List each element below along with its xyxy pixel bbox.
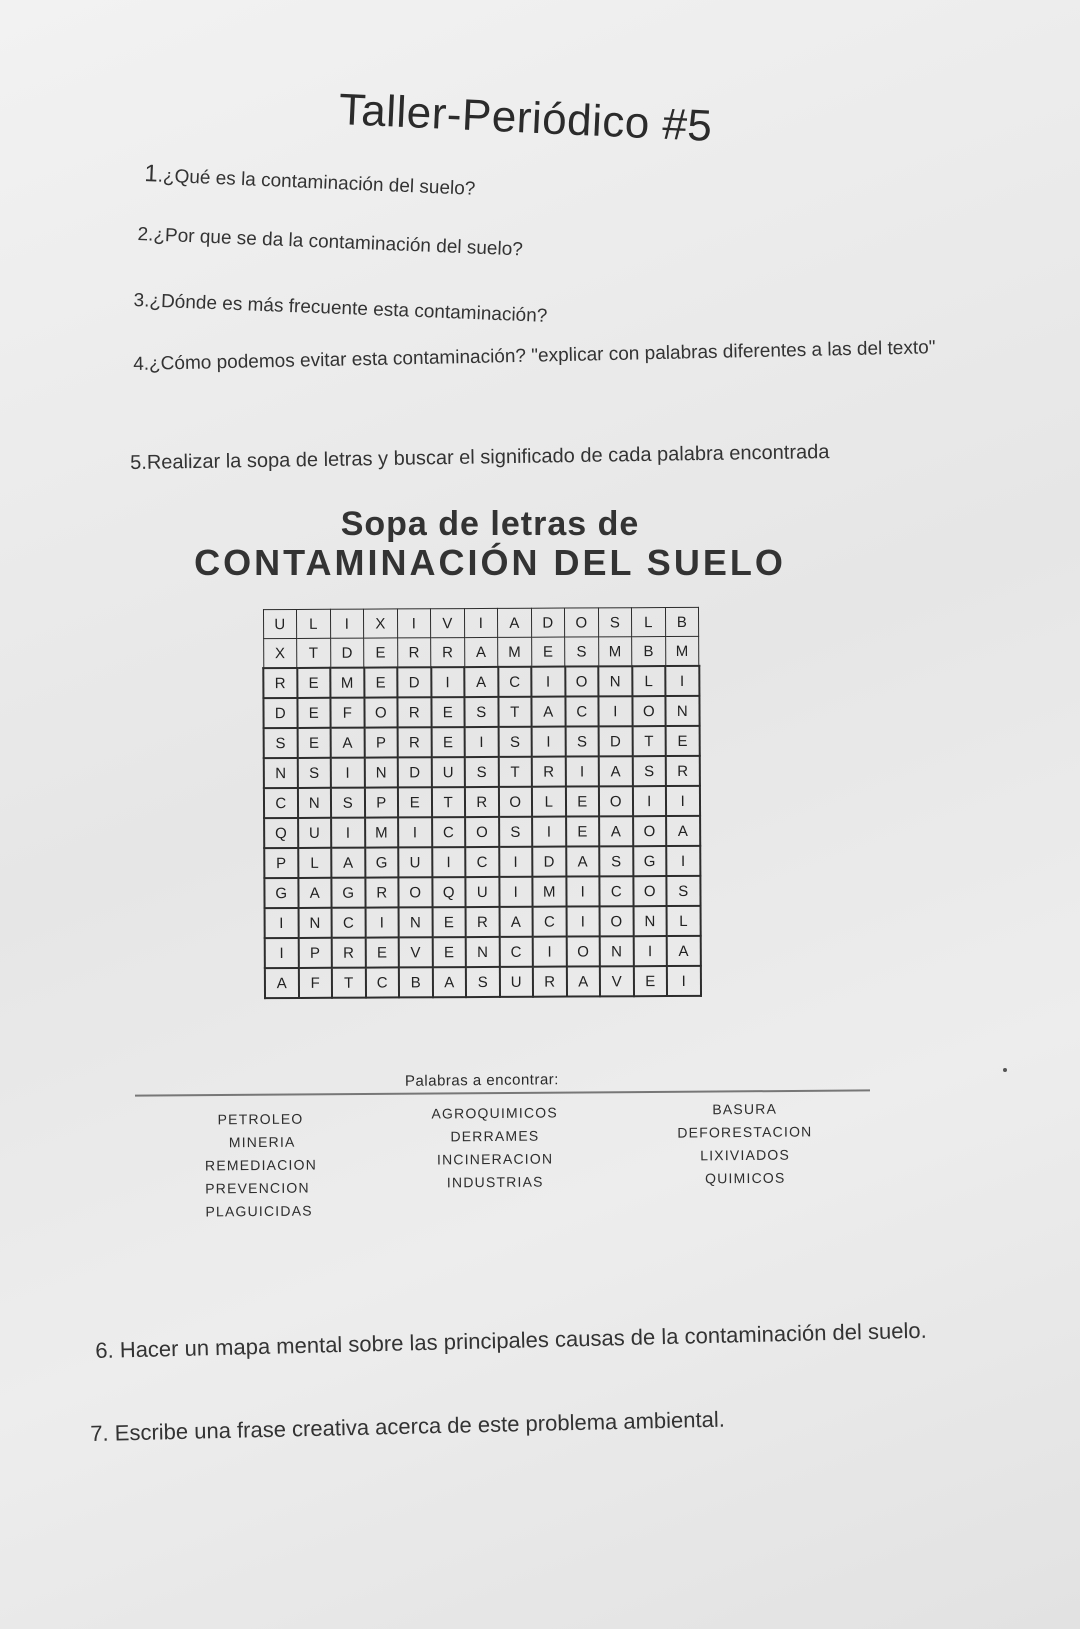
grid-cell: L — [298, 848, 332, 878]
grid-cell: V — [430, 609, 464, 638]
grid-cell: E — [297, 668, 331, 698]
grid-cell: V — [600, 966, 634, 996]
grid-cell: C — [599, 876, 633, 906]
ink-dot — [1003, 1068, 1007, 1072]
grid-cell: A — [566, 846, 600, 876]
grid-cell: I — [330, 609, 364, 638]
grid-cell: O — [633, 816, 667, 846]
grid-row — [264, 876, 700, 908]
grid-cell: T — [297, 638, 331, 668]
grid-cell: U — [298, 818, 332, 848]
grid-cell: R — [431, 638, 465, 668]
grid-cell: X — [363, 609, 397, 638]
grid-cell: O — [564, 608, 598, 637]
grid-cell: L — [296, 609, 330, 638]
word-item: PREVENCION — [205, 1179, 310, 1197]
grid-cell: P — [364, 787, 398, 817]
grid-cell: A — [331, 848, 365, 878]
grid-cell: R — [533, 967, 567, 997]
grid-cell: D — [532, 847, 566, 877]
grid-cell: P — [298, 938, 332, 968]
grid-cell: N — [633, 906, 667, 936]
grid-cell: E — [565, 786, 599, 816]
question-4: 4.¿Cómo podemos evitar esta contaminación? "explicar con palabras diferentes a las del texto" — [133, 337, 936, 375]
grid-cell: S — [464, 697, 498, 727]
grid-cell: A — [666, 816, 700, 846]
words-heading: Palabras a encontrar: — [404, 1071, 560, 1090]
grid-row — [264, 756, 700, 788]
word-item: PLAGUICIDAS — [205, 1202, 313, 1220]
grid-cell: R — [465, 787, 499, 817]
grid-cell: U — [465, 877, 499, 907]
question-1-number: 1 — [143, 160, 159, 188]
grid-cell: E — [633, 966, 667, 996]
grid-row — [265, 936, 701, 968]
grid-cell: Q — [264, 818, 298, 848]
question-3: 3.¿Dónde es más frecuente esta contaminación? — [133, 290, 548, 327]
grid-row — [263, 696, 699, 728]
grid-row — [264, 846, 700, 878]
grid-cell: O — [565, 666, 599, 696]
grid-cell: E — [432, 937, 466, 967]
grid-cell: I — [598, 696, 632, 726]
grid-cell: M — [330, 668, 364, 698]
grid-cell: C — [499, 937, 533, 967]
word-item: INCINERACION — [436, 1150, 554, 1168]
grid-cell: I — [566, 876, 600, 906]
grid-cell: G — [365, 847, 399, 877]
grid-cell: O — [566, 936, 600, 966]
grid-cell: I — [465, 727, 499, 757]
grid-cell: I — [499, 847, 533, 877]
grid-cell: S — [565, 637, 599, 667]
grid-cell: I — [667, 966, 701, 996]
grid-cell: N — [298, 908, 332, 938]
grid-cell: T — [632, 726, 666, 756]
word-search-title-line-2: CONTAMINACIÓN DEL SUELO — [194, 542, 786, 583]
grid-cell: S — [465, 757, 499, 787]
grid-cell: A — [432, 967, 466, 997]
grid-cell: S — [599, 846, 633, 876]
grid-cell: I — [632, 786, 666, 816]
grid-row — [264, 786, 700, 818]
grid-cell: C — [533, 907, 567, 937]
grid-cell: O — [600, 906, 634, 936]
grid-cell: R — [397, 638, 431, 668]
grid-cell: N — [264, 758, 298, 788]
grid-cell: I — [633, 936, 667, 966]
grid-cell: N — [297, 788, 331, 818]
grid-cell: S — [264, 728, 298, 758]
grid-cell: O — [633, 876, 667, 906]
grid-row — [265, 966, 701, 998]
grid-cell: S — [297, 758, 331, 788]
grid-cell: A — [566, 966, 600, 996]
grid-cell: X — [263, 638, 297, 668]
grid-cell: O — [364, 697, 398, 727]
grid-cell: I — [531, 667, 565, 697]
grid-cell: N — [364, 757, 398, 787]
grid-cell: S — [632, 756, 666, 786]
word-list-column-2 — [430, 1101, 561, 1194]
grid-row — [263, 666, 699, 698]
word-list-column-1 — [205, 1108, 318, 1224]
grid-row — [264, 816, 700, 848]
grid-cell: C — [264, 788, 298, 818]
grid-cell: A — [599, 756, 633, 786]
grid-cell: E — [364, 667, 398, 697]
word-item: DERRAMES — [450, 1127, 540, 1145]
grid-cell: C — [498, 667, 532, 697]
grid-cell: E — [365, 937, 399, 967]
grid-cell: R — [365, 877, 399, 907]
grid-cell: A — [599, 816, 633, 846]
grid-row — [263, 636, 699, 668]
grid-cell: I — [397, 609, 431, 638]
question-5: 5.Realizar la sopa de letras y buscar el significado de cada palabra encontrada — [130, 441, 830, 474]
grid-cell: L — [532, 787, 566, 817]
word-item: PETROLEO — [217, 1110, 304, 1128]
grid-cell: R — [398, 727, 432, 757]
word-item: LIXIVIADOS — [700, 1146, 791, 1164]
grid-cell: S — [466, 967, 500, 997]
grid-cell: S — [598, 608, 632, 637]
grid-cell: R — [397, 697, 431, 727]
grid-cell: B — [399, 967, 433, 997]
grid-cell: L — [631, 608, 665, 637]
word-search-title-line-1: Sopa de letras de — [340, 505, 640, 543]
grid-cell: M — [665, 636, 699, 666]
grid-cell: M — [532, 877, 566, 907]
grid-cell: G — [331, 878, 365, 908]
grid-cell: U — [263, 609, 297, 638]
grid-cell: S — [499, 817, 533, 847]
grid-cell: D — [397, 667, 431, 697]
page-title: Taller-Periódico #5 — [337, 85, 714, 151]
grid-cell: R — [332, 938, 366, 968]
word-list-column-3 — [670, 1097, 821, 1190]
grid-cell: C — [332, 908, 366, 938]
grid-cell: T — [498, 697, 532, 727]
grid-cell: L — [667, 906, 701, 936]
grid-cell: I — [565, 756, 599, 786]
grid-cell: T — [498, 757, 532, 787]
grid-cell: M — [498, 637, 532, 667]
grid-cell: S — [565, 726, 599, 756]
grid-cell: P — [264, 848, 298, 878]
grid-cell: S — [498, 727, 532, 757]
word-search-grid — [262, 607, 702, 999]
grid-cell: L — [632, 666, 666, 696]
grid-cell: I — [431, 667, 465, 697]
grid-cell: E — [566, 816, 600, 846]
grid-cell: B — [665, 607, 699, 636]
grid-cell: O — [599, 786, 633, 816]
grid-cell: N — [466, 937, 500, 967]
grid-cell: I — [432, 847, 466, 877]
grid-cell: G — [633, 846, 667, 876]
grid-cell: F — [330, 698, 364, 728]
grid-cell: E — [431, 727, 465, 757]
grid-cell: R — [666, 756, 700, 786]
grid-cell: D — [531, 608, 565, 637]
grid-cell: A — [499, 907, 533, 937]
grid-cell: E — [398, 787, 432, 817]
grid-cell: U — [431, 757, 465, 787]
grid-cell: Q — [432, 877, 466, 907]
grid-cell: N — [399, 907, 433, 937]
grid-cell: R — [532, 757, 566, 787]
grid-cell: E — [364, 638, 398, 668]
grid-cell: D — [398, 757, 432, 787]
grid-row — [264, 726, 700, 758]
grid-cell: E — [666, 726, 700, 756]
grid-cell: I — [532, 727, 566, 757]
grid-cell: I — [566, 906, 600, 936]
grid-cell: N — [665, 696, 699, 726]
grid-row — [263, 607, 699, 638]
question-2: 2.¿Por que se da la contaminación del suelo? — [137, 224, 524, 261]
grid-cell: I — [666, 786, 700, 816]
grid-cell: C — [432, 817, 466, 847]
grid-cell: N — [600, 936, 634, 966]
grid-cell: I — [398, 817, 432, 847]
question-1 — [144, 160, 476, 202]
word-item: INDUSTRIAS — [446, 1173, 544, 1191]
question-6: 6. Hacer un mapa mental sobre las principales causas de la contaminación del suelo. — [95, 1317, 927, 1363]
grid-cell: A — [265, 968, 299, 998]
word-item: REMEDIACION — [204, 1156, 318, 1174]
grid-cell: F — [298, 968, 332, 998]
grid-cell: M — [365, 817, 399, 847]
grid-cell: I — [265, 908, 299, 938]
grid-cell: V — [399, 937, 433, 967]
grid-cell: O — [398, 877, 432, 907]
grid-cell: U — [499, 967, 533, 997]
grid-cell: C — [365, 967, 399, 997]
grid-cell: T — [332, 968, 366, 998]
word-item: BASURA — [712, 1100, 778, 1118]
grid-cell: A — [464, 637, 498, 667]
word-item: DEFORESTACION — [677, 1123, 813, 1141]
grid-cell: A — [531, 697, 565, 727]
grid-cell: M — [598, 637, 632, 667]
grid-cell: I — [331, 818, 365, 848]
grid-cell: A — [497, 608, 531, 637]
word-item: QUIMICOS — [705, 1169, 786, 1187]
grid-cell: I — [464, 608, 498, 637]
grid-cell: R — [466, 907, 500, 937]
word-item: AGROQUIMICOS — [431, 1104, 558, 1122]
grid-cell: E — [432, 907, 466, 937]
grid-cell: I — [331, 758, 365, 788]
grid-cell: I — [665, 666, 699, 696]
grid-cell: I — [365, 907, 399, 937]
grid-cell: I — [533, 937, 567, 967]
grid-cell: I — [532, 817, 566, 847]
grid-cell: O — [632, 696, 666, 726]
grid-cell: T — [431, 787, 465, 817]
word-item: MINERIA — [228, 1133, 296, 1151]
grid-cell: C — [465, 847, 499, 877]
grid-row — [265, 906, 701, 938]
grid-cell: O — [465, 817, 499, 847]
grid-cell: I — [666, 846, 700, 876]
grid-cell: E — [531, 637, 565, 667]
divider — [135, 1089, 870, 1096]
grid-cell: O — [498, 787, 532, 817]
grid-cell: D — [599, 726, 633, 756]
grid-cell: D — [330, 638, 364, 668]
grid-cell: A — [298, 878, 332, 908]
grid-cell: E — [297, 698, 331, 728]
grid-cell: A — [667, 936, 701, 966]
word-search-title — [190, 505, 790, 584]
grid-cell: S — [331, 788, 365, 818]
question-7: 7. Escribe una frase creativa acerca de este problema ambiental. — [90, 1406, 726, 1446]
grid-cell: N — [598, 666, 632, 696]
grid-cell: R — [263, 668, 297, 698]
grid-cell: A — [331, 728, 365, 758]
grid-cell: G — [264, 878, 298, 908]
question-1-text: .¿Qué es la contaminación del suelo? — [157, 165, 476, 200]
grid-cell: E — [431, 697, 465, 727]
grid-cell: U — [398, 847, 432, 877]
grid-cell: I — [499, 877, 533, 907]
grid-cell: C — [565, 696, 599, 726]
grid-cell: I — [265, 938, 299, 968]
grid-cell: D — [263, 698, 297, 728]
grid-cell: P — [364, 727, 398, 757]
grid-cell: E — [297, 728, 331, 758]
grid-cell: S — [666, 876, 700, 906]
grid-cell: A — [464, 667, 498, 697]
grid-cell: B — [632, 637, 666, 667]
